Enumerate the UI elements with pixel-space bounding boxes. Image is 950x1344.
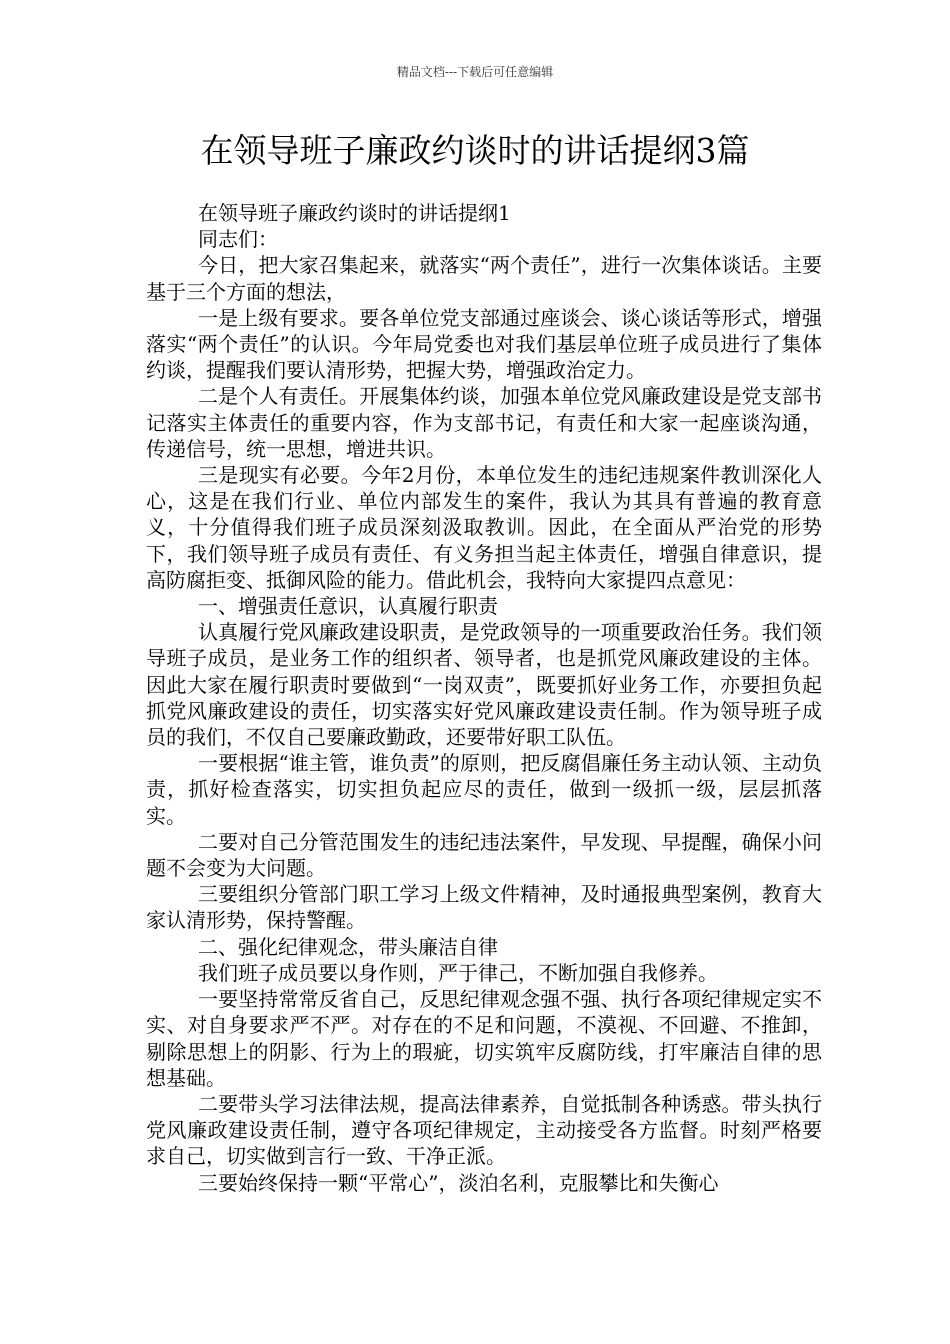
paragraph: 二是个人有责任。开展集体约谈，加强本单位党风廉政建设是党支部书记落实主体责任的重要内容，作为支部书记，有责任和大家一起座谈沟通，传递信号，统一思想，增进共识。 xyxy=(146,384,822,461)
paragraph: 今日，把大家召集起来，就落实“两个责任”，进行一次集体谈话。主要基于三个方面的想法， xyxy=(146,253,822,304)
paragraph: 二要对自己分管范围发生的违纪违法案件，早发现、早提醒，确保小问题不会变为大问题。 xyxy=(146,829,822,881)
section-title: 在领导班子廉政约谈时的讲话提纲1 xyxy=(198,201,511,225)
paragraph: 三要始终保持一颗“平常心”，淡泊名利，克服攀比和失衡心 xyxy=(198,1170,719,1195)
paragraph: 认真履行党风廉政建设职责，是党政领导的一项重要政治任务。我们领导班子成员，是业务工作的组织者、领导者，也是抓党风廉政建设的主体。因此大家在履行职责时要做到“一岗双责”，既要抓好业务工作，亦要担负起抓党风廉政建设的责任，切实落实好党风廉政建设责任制。作为领导班子成员的我们，不仅自己要廉政勤政，还要带好职工队伍。 xyxy=(146,620,822,750)
subheading: 二、强化纪律观念，带头廉洁自律 xyxy=(198,934,498,959)
page-header: 精品文档---下载后可任意编辑 xyxy=(396,65,554,79)
paragraph: 一要坚持常常反省自己，反思纪律观念强不强、执行各项纪律规定实不实、对自身要求严不严。对存在的不足和问题，不漠视、不回避、不推卸，剔除思想上的阴影、行为上的瑕疵，切实筑牢反腐防线，打牢廉洁自律的思想基础。 xyxy=(146,987,822,1090)
paragraph: 三要组织分管部门职工学习上级文件精神，及时通报典型案例，教育大家认清形势，保持警醒。 xyxy=(146,882,822,933)
document-body xyxy=(146,200,822,1196)
paragraph: 我们班子成员要以身作则，严于律己，不断加强自我修养。 xyxy=(198,960,718,985)
paragraph: 三是现实有必要。今年2月份，本单位发生的违纪违规案件教训深化人心，这是在我们行业、单位内部发生的案件，我认为其具有普遍的教育意义，十分值得我们班子成员深刻汲取教训。因此，在全面从严治党的形势下，我们领导班子成员有责任、有义务担当起主体责任，增强自律意识，提高防腐拒变、抵御风险的能力。借此机会，我特向大家提四点意见： xyxy=(146,463,822,592)
subheading: 一、增强责任意识，认真履行职责 xyxy=(198,594,498,619)
salutation: 同志们： xyxy=(198,227,278,252)
document-title: 在领导班子廉政约谈时的讲话提纲3篇 xyxy=(200,131,750,170)
paragraph: 一要根据“谁主管，谁负责”的原则，把反腐倡廉任务主动认领、主动负责，抓好检查落实，切实担负起应尽的责任，做到一级抓一级，层层抓落实。 xyxy=(146,751,822,828)
paragraph: 一是上级有要求。要各单位党支部通过座谈会、谈心谈话等形式，增强落实“两个责任”的认识。今年局党委也对我们基层单位班子成员进行了集体约谈，提醒我们要认清形势，把握大势，增强政治定力。 xyxy=(146,305,822,383)
paragraph: 二要带头学习法律法规，提高法律素养，自觉抵制各种诱惑。带头执行党风廉政建设责任制，遵守各项纪律规定，主动接受各方监督。时刻严格要求自己，切实做到言行一致、干净正派。 xyxy=(146,1091,822,1169)
